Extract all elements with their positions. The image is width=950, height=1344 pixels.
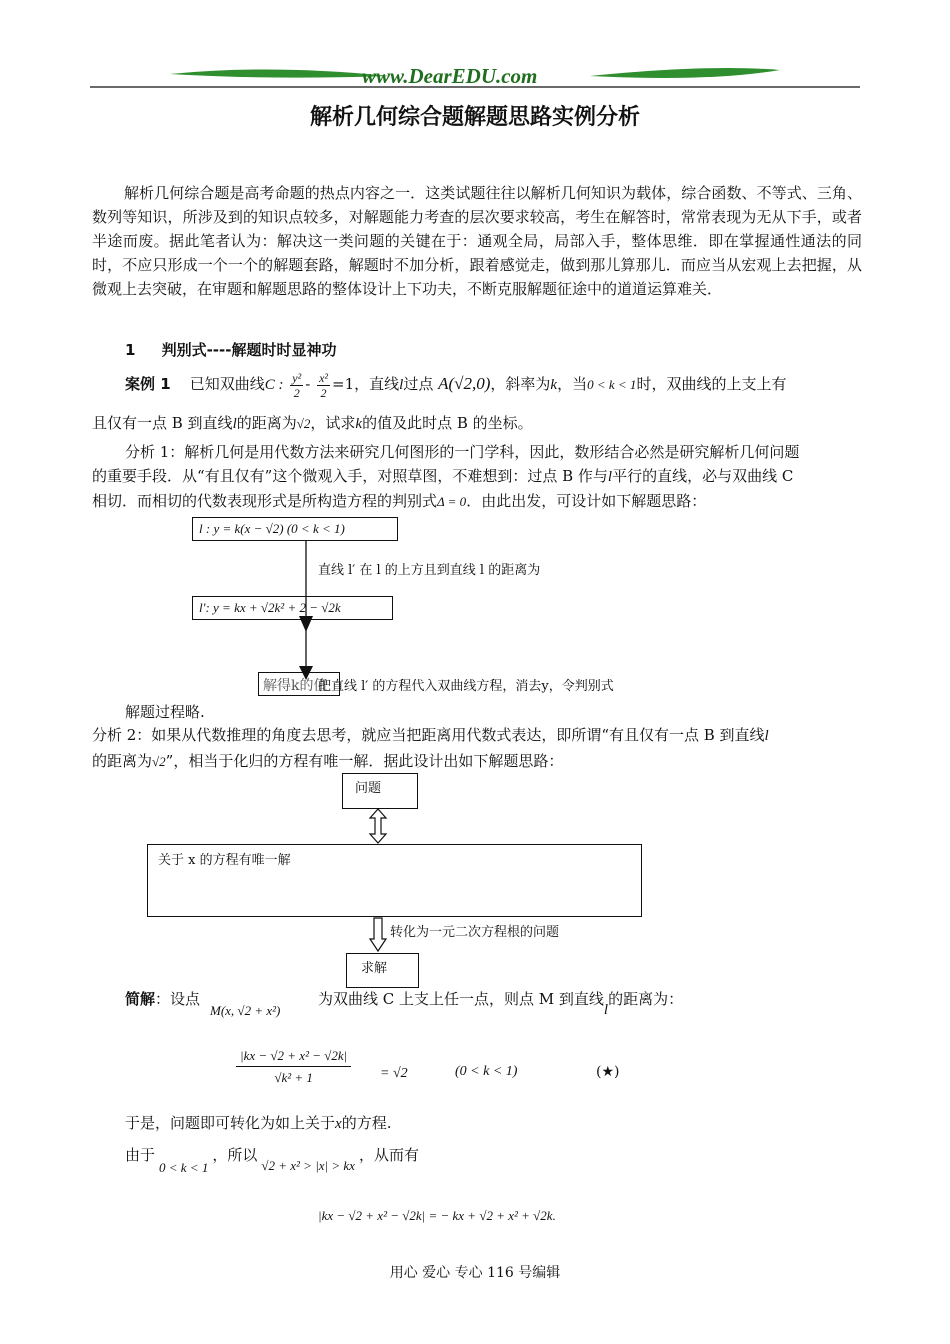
left-swoosh	[170, 69, 390, 77]
analysis-text: 相切．而相切的代数表现形式是所构造方程的判别式	[92, 492, 438, 510]
flow1-note1: 直线 l′ 在 l 的上方且到直线 l 的距离为	[318, 563, 541, 578]
solution-omitted: 解题过程略.	[125, 703, 205, 721]
fraction-y2	[290, 371, 303, 400]
frac-den: 2	[293, 385, 300, 400]
flow1-box1	[192, 517, 398, 541]
solution-text: 由于	[125, 1146, 156, 1164]
analysis-text: 的重要手段．从“有且仅有”这个微观入手，对照草图，不难想到：过点 B 作与	[92, 467, 608, 485]
double-arrow-icon	[368, 808, 388, 844]
flow1-box2-text: l′: y = kx + √2k² + 2 − √2k	[199, 600, 341, 615]
example-line-2	[92, 412, 533, 435]
flow2-box2-text: 关于 x 的方程有唯一解	[158, 853, 291, 868]
k-range: 0 < k < 1	[587, 377, 637, 392]
delta-zero: Δ = 0	[437, 494, 467, 509]
example-text: 过点	[403, 375, 434, 393]
example-text: 的距离为	[236, 414, 297, 432]
flow2-box1-text: 问题	[355, 781, 382, 796]
right-swoosh	[590, 68, 780, 78]
solution-line1	[125, 988, 200, 1009]
analysis1-line2	[92, 465, 793, 486]
analysis-text: 分析 2：如果从代数推理的角度去思考，就应当把距离用代数式表达，即所谓“有且仅有一点 B 到直线	[92, 726, 765, 744]
flow1-box3-text: 解得k的值	[263, 678, 328, 694]
example-label: 案例 1	[125, 375, 171, 393]
section-heading	[125, 339, 336, 360]
page-title: 解析几何综合题解题思路实例分析	[309, 105, 640, 130]
line-l: l	[603, 1002, 609, 1018]
solution-text: 为双曲线 C 上支上任一点，则点 M 到直线	[318, 990, 604, 1008]
solution-text: 于是，问题即可转化为如上关于	[125, 1114, 336, 1132]
eq-tag: (★)	[596, 1064, 620, 1080]
frac-num: y²	[292, 370, 302, 385]
var-x: x	[335, 1116, 342, 1132]
sqrt-two: √2	[152, 754, 166, 769]
eq-rhs: = √2	[380, 1066, 408, 1081]
eq-denominator: √k² + 1	[274, 1070, 313, 1085]
flow1-box2	[192, 596, 393, 620]
example-line-1: 案例 1 已知双曲线C : $\frac{\text{y²}}{2}$ - $\frac{\text{x²}}{2}$ =1，直线l过点 A(√2,0)，斜率为k，当0 < k < 1时，双曲线的上支上有	[125, 370, 787, 400]
solution-label: 简解	[125, 990, 156, 1008]
analysis2-line2	[92, 750, 563, 771]
solution-line2	[125, 1112, 391, 1133]
flow2-note: 转化为一元二次方程根的问题	[390, 925, 560, 940]
example-text: ，当	[557, 375, 588, 393]
line-l: l	[232, 416, 237, 432]
solution-text: 的距离为：	[608, 990, 684, 1008]
flow2-box1	[342, 773, 418, 809]
flow2-box3-text: 求解	[361, 961, 388, 976]
solution-line1b	[318, 988, 684, 1018]
analysis-text: ”，相当于化归的方程有唯一解．据此设计出如下解题思路：	[165, 752, 564, 770]
solution-text: 的方程.	[341, 1114, 392, 1132]
site-logo[interactable]: www.DearEDU.com	[362, 64, 538, 88]
frac-num: x²	[319, 370, 329, 385]
analysis1-line3	[92, 490, 706, 511]
flow1-box1-text: l : y = k(x − √2) (0 < k < 1)	[199, 521, 345, 536]
line-l: l	[764, 728, 769, 744]
flow1-note2: 把直线 l′ 的方程代入双曲线方程，消去y，令判别式	[318, 679, 614, 694]
eq-range: (0 < k < 1)	[455, 1064, 518, 1079]
solution-line3	[125, 1144, 419, 1175]
example-text: 的值及此时点 B 的坐标。	[362, 414, 533, 432]
var-k: k	[355, 416, 363, 432]
fraction-x2	[317, 371, 330, 400]
analysis-text: 的距离为	[92, 752, 153, 770]
frac-den: 2	[320, 385, 327, 400]
solution-text: ：设点	[155, 990, 201, 1008]
point-m: M(x, √2 + x²)	[210, 1003, 281, 1018]
analysis2-line1	[92, 724, 769, 745]
analysis-text: ．由此出发，可设计如下解题思路：	[466, 492, 707, 510]
example-text: ，斜率为	[490, 375, 551, 393]
var-k: k	[550, 377, 558, 393]
example-text: 时，双曲线的上支上有	[636, 375, 787, 393]
flow2-box2	[147, 844, 642, 917]
example-text: 已知双曲线	[189, 375, 265, 393]
example-text: ，试求	[310, 414, 356, 432]
solution-text: ，从而有	[358, 1146, 419, 1164]
eq-numerator: |kx − √2 + x² − √2k|	[236, 1048, 351, 1067]
inequality: √2 + x² > |x| > kx	[261, 1158, 355, 1173]
sqrt-two: √2	[296, 416, 311, 431]
analysis-text: 平行的直线，必与双曲线 C	[612, 467, 794, 485]
page-footer: 用心 爱心 专心 116 号编辑	[389, 1265, 561, 1281]
section-title: 判别式----解题时时显神功	[161, 341, 337, 359]
flow2-box3	[346, 953, 419, 988]
solution-text: ，所以	[212, 1146, 258, 1164]
example-text: =1，直线	[332, 375, 400, 393]
example-text: 且仅有一点 B 到直线	[92, 414, 233, 432]
distance-equation	[236, 1048, 351, 1086]
down-arrow-icon	[368, 917, 388, 953]
point-a: A(√2,0)	[438, 374, 491, 393]
curve-c: C :	[264, 377, 284, 393]
line-l: l	[399, 377, 404, 393]
line-l: l	[607, 469, 613, 485]
section-number: 1	[125, 341, 136, 359]
intro-paragraph: 解析几何综合题是高考命题的热点内容之一．这类试题往往以解析几何知识为载体，综合函数、不等式、三角、数列等知识，所涉及到的知识点较多，对解题能力考查的层次要求较高，考生在解答时，常常表现为无从下手，或者半途而废。据此笔者认为：解决这一类问题的关键在于：通观全局，局部入手，整体思维．即在掌握通性通法的同时，不应只形成一个一个的解题套路，解题时不加分析，跟着感觉走，做到那儿算那儿．而应当从宏观上去把握，从微观上去突破，在审题和解题思路的整体设计上下功夫，不断克服解题征途中的道道运算难关．	[92, 184, 862, 298]
final-equation: |kx − √2 + x² − √2k| = − kx + √2 + x² + √2k.	[318, 1208, 556, 1223]
k-range: 0 < k < 1	[159, 1160, 209, 1175]
analysis1-line1: 分析 1：解析几何是用代数方法来研究几何图形的一门学科，因此，数形结合必然是研究解析几何问题	[125, 443, 800, 461]
